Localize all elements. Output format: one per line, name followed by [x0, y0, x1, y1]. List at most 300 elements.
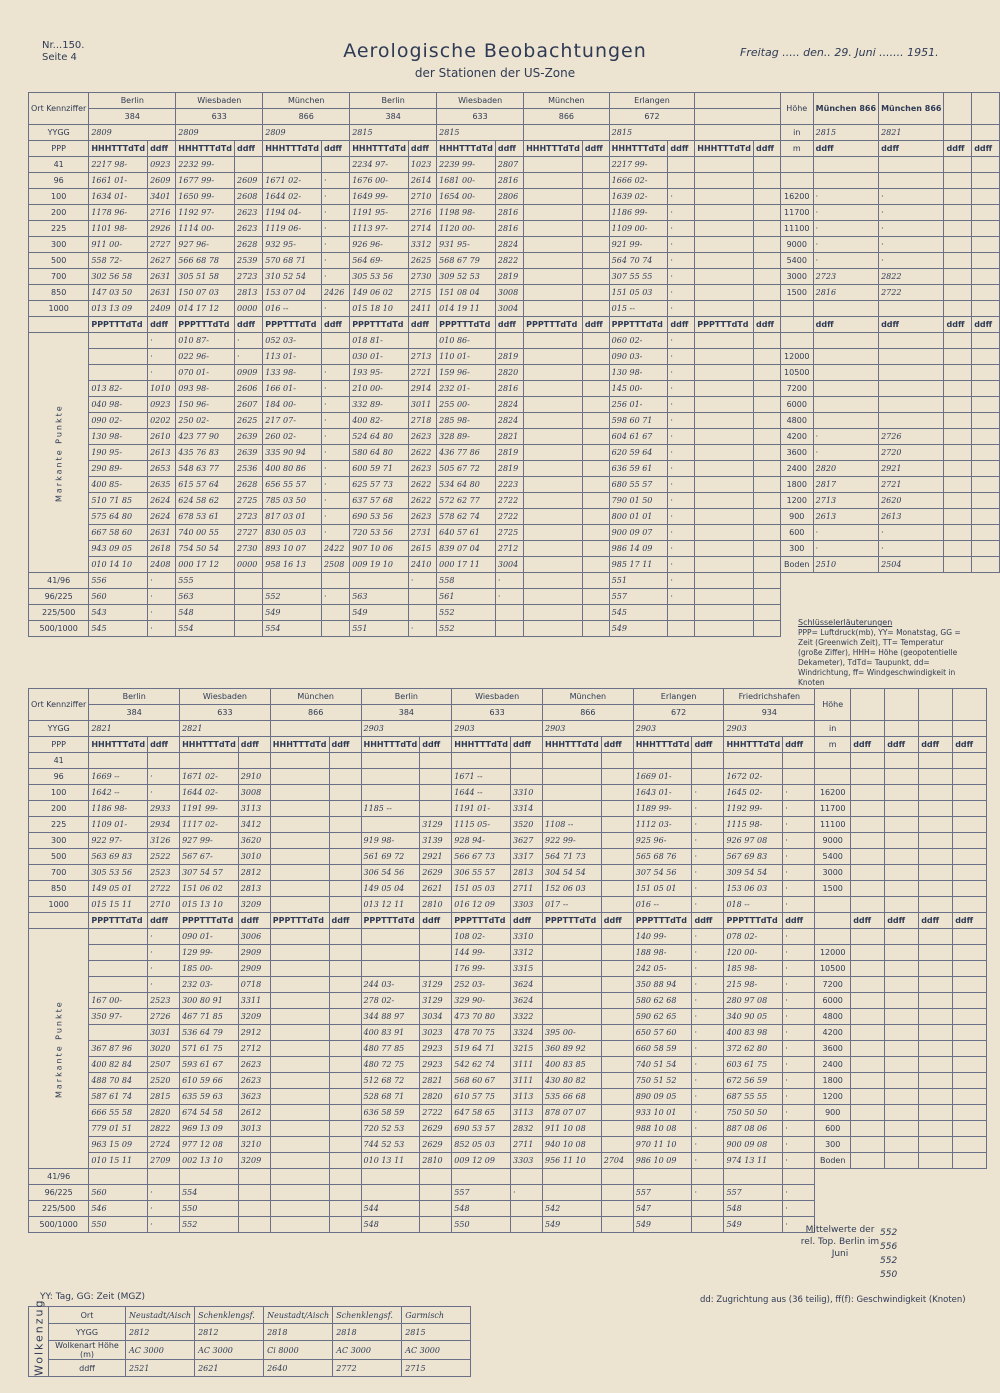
table-cell: 674 54 58	[180, 1105, 239, 1121]
table-cell: ·	[783, 1105, 815, 1121]
table-cell	[524, 365, 583, 381]
table-cell: 2821	[420, 1073, 452, 1089]
table-cell	[235, 621, 263, 637]
table-cell	[235, 605, 263, 621]
table-cell: 2713	[813, 493, 878, 509]
table-cell	[420, 1169, 452, 1185]
table-cell	[885, 1137, 919, 1153]
hoehe-value: 1200	[815, 1089, 851, 1105]
table-cell: 2832	[511, 1121, 543, 1137]
hoehe-value	[780, 333, 813, 349]
table-cell: 548	[361, 1217, 420, 1233]
right-yygg: 2815	[813, 125, 878, 141]
table-cell: 3314	[511, 801, 543, 817]
table-cell: 1192 99-	[724, 801, 783, 817]
table-cell: ·	[692, 801, 724, 817]
table-cell: 018 81-	[350, 333, 409, 349]
hoehe-value: 1800	[815, 1073, 851, 1089]
table-cell: 3215	[511, 1041, 543, 1057]
table-cell: 672 56 59	[724, 1073, 783, 1089]
table-cell	[879, 365, 944, 381]
yygg-label: YYGG	[29, 721, 89, 737]
table-row	[29, 1137, 987, 1153]
ddff-header: ddff	[235, 317, 263, 333]
table-cell	[851, 993, 885, 1009]
table-cell: 893 10 07	[263, 541, 322, 557]
table-cell: 750 51 52	[633, 1073, 692, 1089]
table-cell: 3315	[511, 961, 543, 977]
table-cell: 2409	[148, 301, 176, 317]
table-cell: 2234 97-	[350, 157, 409, 173]
table-cell: 166 01-	[263, 381, 322, 397]
table-cell	[753, 349, 780, 365]
ddff-header: ddff	[885, 737, 919, 753]
table-cell: 2722	[879, 285, 944, 301]
table-cell: 2629	[420, 1137, 452, 1153]
table-cell: 567 67-	[180, 849, 239, 865]
station-name: Wiesbaden	[437, 93, 524, 109]
table-cell	[724, 753, 783, 769]
table-cell: 015 18 10	[350, 301, 409, 317]
table-cell: ·	[813, 525, 878, 541]
table-cell: 129 99-	[180, 945, 239, 961]
table-cell	[524, 493, 583, 509]
date-line: Freitag ..... den.. 29. Juni ....... 1951.	[740, 46, 939, 59]
table-cell	[329, 769, 361, 785]
station-name: München	[524, 93, 610, 109]
table-cell	[601, 1217, 633, 1233]
table-cell	[953, 1121, 987, 1137]
table-cell	[543, 961, 602, 977]
table-cell: 988 10 08	[633, 1121, 692, 1137]
table-cell: 554	[180, 1185, 239, 1201]
table-cell: 1194 04-	[263, 205, 322, 221]
table-cell: 2817	[813, 477, 878, 493]
table-cell: 1189 99-	[633, 801, 692, 817]
table-cell: 637 57 68	[350, 493, 409, 509]
table-cell: 2820	[148, 1105, 180, 1121]
table-cell: 3010	[238, 849, 270, 865]
table-cell	[953, 1057, 987, 1073]
table-cell: 2408	[148, 557, 176, 573]
table-cell: ·	[692, 833, 724, 849]
table-cell	[495, 621, 523, 637]
table-cell: 2623	[408, 509, 436, 525]
table-cell	[511, 1169, 543, 1185]
table-cell: 2504	[879, 557, 944, 573]
table-cell: 305 51 58	[176, 269, 235, 285]
observations-table-2	[28, 688, 987, 1233]
table-cell	[270, 945, 329, 961]
table-cell: 2709	[148, 1153, 180, 1169]
table-cell	[582, 477, 609, 493]
hhh-header: HHHTTTdTd	[89, 737, 148, 753]
table-cell	[601, 1105, 633, 1121]
table-cell: 557	[633, 1185, 692, 1201]
table-cell	[270, 977, 329, 993]
yygg-value: 2821	[180, 721, 271, 737]
table-cell	[953, 817, 987, 833]
table-cell: 1119 06-	[263, 221, 322, 237]
table-cell: 2635	[148, 477, 176, 493]
table-cell: 958 16 13	[263, 557, 322, 573]
ppp-level: 850	[29, 881, 89, 897]
table-cell	[695, 253, 754, 269]
ddff-header: ddff	[321, 317, 349, 333]
table-cell: 0000	[235, 301, 263, 317]
table-cell	[543, 945, 602, 961]
table-cell	[953, 785, 987, 801]
table-row	[29, 769, 987, 785]
table-cell	[270, 1201, 329, 1217]
table-cell	[885, 897, 919, 913]
table-cell	[695, 381, 754, 397]
table-cell: ·	[783, 1185, 815, 1201]
hhh-header: HHHTTTdTd	[543, 737, 602, 753]
table-cell: 400 80 86	[263, 461, 322, 477]
page-title: Aerologische Beobachtungen	[343, 40, 647, 62]
station-number: 866	[270, 705, 361, 721]
table-cell	[695, 189, 754, 205]
table-cell: 600 59 71	[350, 461, 409, 477]
ddff-header: ddff	[582, 141, 609, 157]
hoehe-value: 9000	[780, 237, 813, 253]
empty-cell	[780, 589, 999, 605]
table-cell	[524, 253, 583, 269]
table-cell: 3620	[238, 833, 270, 849]
table-cell: 307 55 55	[609, 269, 668, 285]
table-cell: 010 86-	[437, 333, 496, 349]
table-cell: ·	[783, 1041, 815, 1057]
table-cell	[944, 157, 972, 173]
table-cell: ·	[668, 301, 695, 317]
table-cell	[885, 945, 919, 961]
table-cell: 568 60 67	[452, 1073, 511, 1089]
station-number: 384	[350, 109, 437, 125]
table-row	[29, 1153, 987, 1169]
table-cell: 2623	[238, 1057, 270, 1073]
table-row	[29, 1057, 987, 1073]
table-cell	[851, 865, 885, 881]
yygg-label: YYGG	[29, 125, 89, 141]
table-cell: 590 62 65	[633, 1009, 692, 1025]
table-cell	[601, 1009, 633, 1025]
table-cell: 1101 98-	[89, 221, 148, 237]
ddff-header: ddff	[953, 737, 987, 753]
table-cell	[582, 189, 609, 205]
table-cell	[238, 753, 270, 769]
table-cell: 3412	[238, 817, 270, 833]
table-cell: ·	[668, 541, 695, 557]
table-cell: 524 64 80	[350, 429, 409, 445]
table-cell	[944, 557, 972, 573]
table-cell: 2731	[408, 525, 436, 541]
hoehe-value: 1500	[780, 285, 813, 301]
ppp-tt-header: PPPTTTdTd	[89, 317, 148, 333]
table-cell: 900 09 08	[724, 1137, 783, 1153]
table-cell: 2613	[879, 509, 944, 525]
table-cell	[953, 993, 987, 1009]
table-cell	[524, 557, 583, 573]
table-cell: 931 95-	[437, 237, 496, 253]
table-cell: 1654 00-	[437, 189, 496, 205]
table-cell	[270, 801, 329, 817]
table-cell: 010 13 11	[361, 1153, 420, 1169]
table-cell	[270, 1217, 329, 1233]
ddff-header: ddff	[329, 913, 361, 929]
table-cell	[753, 157, 780, 173]
table-cell	[601, 817, 633, 833]
thickness-label: 96/225	[29, 589, 89, 605]
table-cell: 3303	[511, 1153, 543, 1169]
table-cell: 2627	[148, 253, 176, 269]
table-cell	[944, 429, 972, 445]
table-cell	[601, 945, 633, 961]
table-row	[29, 269, 1000, 285]
table-cell	[944, 445, 972, 461]
table-cell: 3627	[511, 833, 543, 849]
table-cell: 2813	[238, 881, 270, 897]
table-cell	[695, 525, 754, 541]
table-cell	[753, 525, 780, 541]
table-cell: 2629	[420, 865, 452, 881]
table-cell: 536 64 79	[180, 1025, 239, 1041]
table-cell: ·	[321, 477, 349, 493]
table-cell: ·	[321, 429, 349, 445]
table-cell: ·	[668, 253, 695, 269]
table-cell	[543, 1009, 602, 1025]
table-cell: 140 99-	[633, 929, 692, 945]
table-cell: 1115 98-	[724, 817, 783, 833]
station-number: 384	[89, 109, 176, 125]
table-cell	[753, 397, 780, 413]
table-cell	[329, 1025, 361, 1041]
hoehe-value: Boden	[815, 1153, 851, 1169]
table-cell	[695, 493, 754, 509]
table-cell: ·	[321, 301, 349, 317]
table-cell	[601, 961, 633, 977]
table-cell	[89, 945, 148, 961]
table-cell	[329, 1009, 361, 1025]
table-cell	[524, 477, 583, 493]
table-cell: 252 03-	[452, 977, 511, 993]
table-cell	[235, 589, 263, 605]
table-cell: 969 13 09	[180, 1121, 239, 1137]
table-cell	[972, 157, 1000, 173]
table-cell: ·	[783, 833, 815, 849]
table-cell: 2812	[126, 1324, 195, 1341]
table-cell: ·	[783, 977, 815, 993]
table-cell: 2810	[420, 1153, 452, 1169]
table-cell: ·	[879, 237, 944, 253]
table-cell: ·	[692, 1153, 724, 1169]
hhh-header: HHHTTTdTd	[350, 141, 409, 157]
table-cell: 1115 05-	[452, 817, 511, 833]
table-cell	[270, 1121, 329, 1137]
table-cell	[885, 833, 919, 849]
station-number: 866	[263, 109, 350, 125]
table-cell	[329, 833, 361, 849]
table-cell	[329, 1137, 361, 1153]
table-cell	[972, 125, 1000, 141]
table-cell: 2819	[495, 461, 523, 477]
table-cell: ·	[321, 493, 349, 509]
table-cell: 2813	[511, 865, 543, 881]
yygg-value: 2809	[89, 125, 176, 141]
table-row	[29, 477, 1000, 493]
table-cell: 232 01-	[437, 381, 496, 397]
table-cell: 480 77 85	[361, 1041, 420, 1057]
table-cell	[944, 221, 972, 237]
ddff-header: ddff	[885, 913, 919, 929]
table-row	[29, 1089, 987, 1105]
table-row	[29, 833, 987, 849]
ddff-header: ddff	[879, 141, 944, 157]
table-cell	[511, 769, 543, 785]
table-cell	[919, 721, 953, 737]
table-cell	[329, 993, 361, 1009]
table-cell: 2725	[235, 493, 263, 509]
hoehe-value: 3600	[780, 445, 813, 461]
table-cell: 3023	[420, 1025, 452, 1041]
table-cell: 185 00-	[180, 961, 239, 977]
table-cell: 3113	[238, 801, 270, 817]
in-label: in	[815, 721, 851, 737]
table-cell: ·	[783, 1073, 815, 1089]
table-cell	[972, 269, 1000, 285]
table-cell: 580 64 80	[350, 445, 409, 461]
ddff-header: ddff	[783, 737, 815, 753]
station-name: Erlangen	[609, 93, 695, 109]
table-cell	[851, 1153, 885, 1169]
table-cell: ·	[783, 1121, 815, 1137]
table-cell: 1192 97-	[176, 205, 235, 221]
table-cell: 555	[176, 573, 235, 589]
ppp-tt-header: PPPTTTdTd	[350, 317, 409, 333]
ppp-tt-header: PPPTTTdTd	[524, 317, 583, 333]
table-cell	[879, 381, 944, 397]
table-cell: 534 64 80	[437, 477, 496, 493]
table-cell	[919, 1137, 953, 1153]
ppp-level: 41	[29, 157, 89, 173]
table-cell: 911 10 08	[543, 1121, 602, 1137]
table-cell: 926 96-	[350, 237, 409, 253]
table-cell: 550	[89, 1217, 148, 1233]
table-cell: 2720	[879, 445, 944, 461]
ppp-tt-header: PPPTTTdTd	[695, 317, 754, 333]
table-cell: 013 13 09	[89, 301, 148, 317]
table-cell: 567 69 83	[724, 849, 783, 865]
ddff-header: ddff	[420, 737, 452, 753]
table-cell: 188 98-	[633, 945, 692, 961]
table-cell: 557	[609, 589, 668, 605]
table-cell: 1666 02-	[609, 173, 668, 189]
empty-cell	[972, 93, 1000, 125]
table-cell: 010 14 10	[89, 557, 148, 573]
table-cell	[329, 1153, 361, 1169]
table-cell: 423 77 90	[176, 429, 235, 445]
table-cell: 467 71 85	[180, 1009, 239, 1025]
table-cell: 309 52 53	[437, 269, 496, 285]
table-cell: ·	[692, 1041, 724, 1057]
table-cell	[953, 865, 987, 881]
table-cell	[813, 333, 878, 349]
table-cell: 2639	[235, 429, 263, 445]
yygg-value: 2903	[452, 721, 543, 737]
ppp-level: 1000	[29, 897, 89, 913]
table-cell	[919, 753, 953, 769]
hoehe-value: Boden	[780, 557, 813, 573]
table-cell: 2618	[148, 541, 176, 557]
hoehe-value: 2400	[780, 461, 813, 477]
table-cell	[329, 753, 361, 769]
hoehe-label: Höhe	[780, 93, 813, 125]
empty-cell	[944, 93, 972, 125]
ort-label: Ort Kennziffer	[29, 93, 89, 125]
table-row	[29, 1307, 471, 1324]
table-cell: 016 --	[263, 301, 322, 317]
table-cell: 560	[89, 589, 148, 605]
hhh-header: HHHTTTdTd	[609, 141, 668, 157]
table-cell	[851, 961, 885, 977]
station-number: 672	[633, 705, 724, 721]
table-row	[29, 333, 1000, 349]
table-cell	[582, 269, 609, 285]
table-cell: 3008	[495, 285, 523, 301]
table-cell: 152 06 03	[543, 881, 602, 897]
table-cell	[543, 977, 602, 993]
ddff-header: ddff	[601, 913, 633, 929]
table-cell: ·	[148, 977, 180, 993]
table-cell: 2713	[408, 349, 436, 365]
table-cell: 925 96-	[633, 833, 692, 849]
table-cell	[511, 1217, 543, 1233]
table-cell: ·	[668, 573, 695, 589]
table-cell	[270, 753, 329, 769]
table-cell	[972, 541, 1000, 557]
table-cell: ·	[692, 1185, 724, 1201]
table-cell	[695, 413, 754, 429]
table-cell: 2628	[235, 237, 263, 253]
table-cell	[851, 833, 885, 849]
hhh-header: HHHTTTdTd	[270, 737, 329, 753]
table-cell	[601, 769, 633, 785]
table-cell: ·	[668, 525, 695, 541]
ddff-header: ddff	[148, 317, 176, 333]
table-cell	[270, 1169, 329, 1185]
table-cell: 150 07 03	[176, 285, 235, 301]
table-cell	[329, 1057, 361, 1073]
table-cell: 1669 --	[89, 769, 148, 785]
table-cell: 215 98-	[724, 977, 783, 993]
table-cell: 2623	[235, 221, 263, 237]
table-cell	[695, 333, 754, 349]
table-cell: 2710	[408, 189, 436, 205]
table-cell	[420, 1201, 452, 1217]
table-row	[29, 509, 1000, 525]
hoehe-value	[780, 157, 813, 173]
table-cell: 436 77 86	[437, 445, 496, 461]
table-cell	[270, 833, 329, 849]
table-cell: 2716	[148, 205, 176, 221]
hoehe-value: 900	[780, 509, 813, 525]
table-cell	[879, 413, 944, 429]
table-cell: 2727	[148, 237, 176, 253]
table-row	[29, 785, 987, 801]
footnote-time: YY: Tag, GG: Zeit (MGZ)	[40, 1292, 146, 1302]
table-row	[29, 253, 1000, 269]
table-cell: 3209	[238, 1153, 270, 1169]
